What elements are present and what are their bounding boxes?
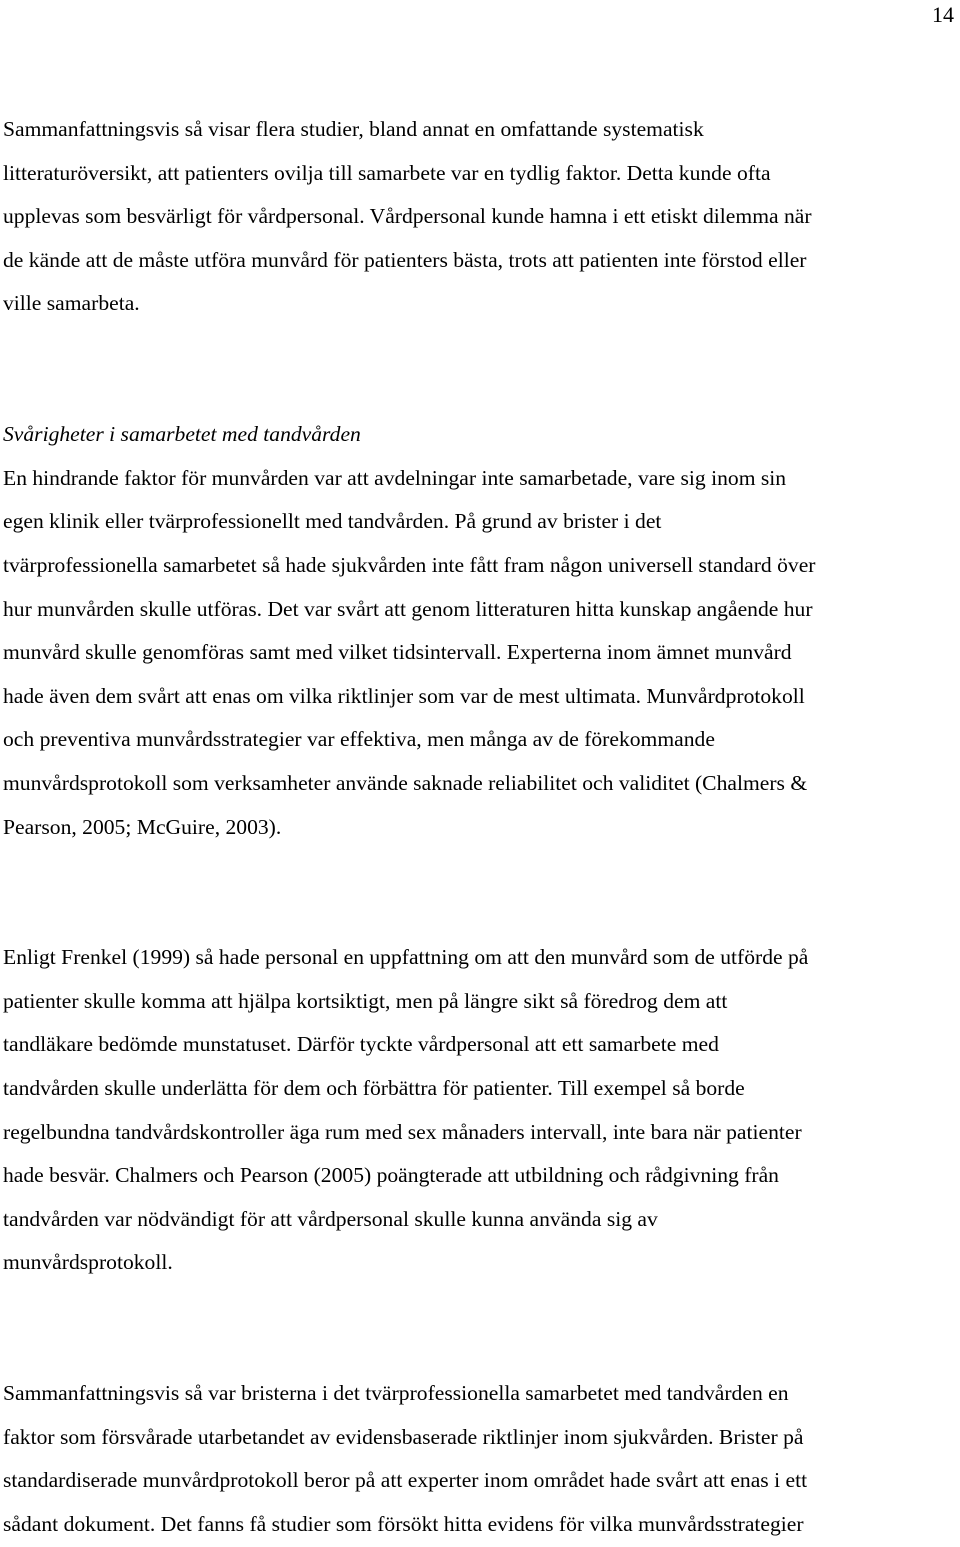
text-line: egen klinik eller tvärprofessionellt med tandvården. På grund av brister i det	[3, 509, 662, 534]
text-line: munvårdsprotokoll.	[3, 1250, 173, 1275]
text-line: de kände att de måste utföra munvård för patienters bästa, trots att patienten inte förstod eller	[3, 247, 807, 272]
text-line: regelbundna tandvårdskontroller äga rum med sex månaders intervall, inte bara när patienter	[3, 1119, 802, 1144]
text-line: En hindrande faktor för munvården var att avdelningar inte samarbetade, vare sig inom sin	[3, 465, 787, 490]
text-line: upplevas som besvärligt för vårdpersonal. Vårdpersonal kunde hamna i ett etiskt dilemma när	[3, 204, 812, 229]
text-line: Pearson, 2005; McGuire, 2003).	[3, 814, 282, 839]
paragraph-spacer	[3, 849, 955, 936]
text-line: sådant dokument. Det fanns få studier som försökt hitta evidens för vilka munvårdsstrategier	[3, 1512, 804, 1536]
text-line: hur munvården skulle utföras. Det var svårt att genom litteraturen hitta kunskap angående hur	[3, 596, 813, 621]
text-line: standardiserade munvårdprotokoll beror på att experter inom området hade svårt att enas i ett	[3, 1468, 808, 1493]
text-line: hade besvär. Chalmers och Pearson (2005) poängterade att utbildning och rådgivning från	[3, 1163, 779, 1188]
text-line: faktor som försvårade utarbetandet av evidensbaserade riktlinjer inom sjukvården. Brister på	[3, 1424, 804, 1449]
text-line: tvärprofessionella samarbetet så hade sjukvården inte fått fram någon universell standard över	[3, 552, 816, 577]
text-line: patienter skulle komma att hjälpa kortsiktigt, men på längre sikt så föredrog dem att	[3, 988, 728, 1013]
page-number: 14	[932, 2, 954, 27]
text-line: Sammanfattningsvis så var bristerna i det tvärprofessionella samarbetet med tandvården en	[3, 1381, 789, 1406]
paragraph-spacer	[3, 1285, 955, 1372]
text-line: ville samarbeta.	[3, 291, 140, 316]
section-heading: Svårigheter i samarbetet med tandvården	[3, 422, 361, 447]
paragraph-summary-cooperation	[3, 108, 955, 326]
text-line: Sammanfattningsvis så visar flera studier, bland annat en omfattande systematisk	[3, 117, 704, 141]
document-body	[3, 108, 955, 1547]
paragraph-spacer	[3, 326, 955, 413]
text-line: tandläkare bedömde munstatuset. Därför tyckte vårdpersonal att ett samarbete med	[3, 1032, 719, 1057]
text-line: munvård skulle genomföras samt med vilket tidsintervall. Experterna inom ämnet munvård	[3, 640, 792, 665]
text-line: Enligt Frenkel (1999) så hade personal en uppfattning om att den munvård som de utförde på	[3, 945, 809, 970]
text-line: munvårdsprotokoll som verksamheter använde saknade reliabilitet och validitet (Chalmers &	[3, 770, 808, 795]
text-line: och preventiva munvårdsstrategier var effektiva, men många av de förekommande	[3, 727, 715, 752]
text-line: litteraturöversikt, att patienters ovilja till samarbete var en tydlig faktor. Detta kunde ofta	[3, 160, 771, 185]
text-line: tandvården skulle underlätta för dem och förbättra för patienter. Till exempel så borde	[3, 1076, 745, 1101]
paragraph-frenkel	[3, 936, 955, 1285]
section-dental-cooperation	[3, 413, 955, 849]
text-line: hade även dem svårt att enas om vilka riktlinjer som var de mest ultimata. Munvårdprotokoll	[3, 683, 805, 708]
text-line: tandvården var nödvändigt för att vårdpersonal skulle kunna använda sig av	[3, 1206, 658, 1231]
paragraph-summary-dental	[3, 1372, 955, 1546]
